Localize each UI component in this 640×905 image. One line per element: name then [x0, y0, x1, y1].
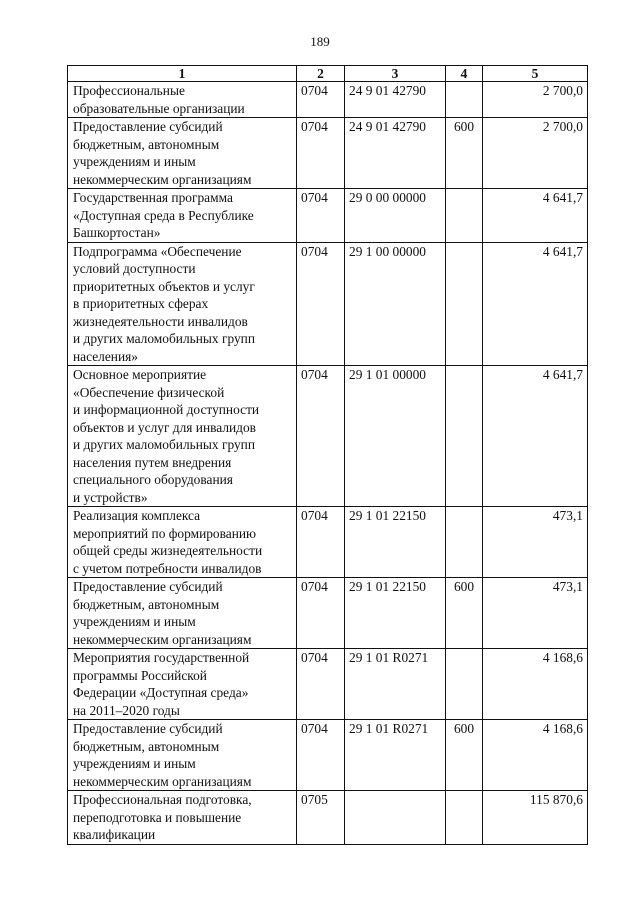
- code-cell: 29 1 00 00000: [345, 242, 446, 366]
- table-row: [68, 82, 588, 118]
- vr-cell: [446, 791, 483, 845]
- table-row: [68, 242, 588, 366]
- table-row: [68, 649, 588, 720]
- name-cell: Мероприятия государственной программы Российской Федерации «Доступная среда» на 2011–2020 годы: [68, 649, 297, 720]
- amount-cell: 115 870,6: [483, 791, 588, 845]
- amount-cell: 4 641,7: [483, 366, 588, 507]
- code-cell: 29 1 01 00000: [345, 366, 446, 507]
- section-cell: 0704: [297, 649, 345, 720]
- table-row: [68, 189, 588, 243]
- table-row: [68, 507, 588, 578]
- amount-cell: 473,1: [483, 507, 588, 578]
- header-col-5: 5: [483, 66, 588, 82]
- header-col-1: 1: [68, 66, 297, 82]
- name-cell: Государственная программа «Доступная среда в Республике Башкортостан»: [68, 189, 297, 243]
- table-row: [68, 118, 588, 189]
- code-cell: 24 9 01 42790: [345, 118, 446, 189]
- name-cell: Предоставление субсидий бюджетным, автономным учреждениям и иным некоммерческим организациям: [68, 720, 297, 791]
- code-cell: 29 0 00 00000: [345, 189, 446, 243]
- vr-cell: [446, 649, 483, 720]
- amount-cell: 4 641,7: [483, 242, 588, 366]
- code-cell: [345, 791, 446, 845]
- section-cell: 0704: [297, 189, 345, 243]
- vr-cell: 600: [446, 118, 483, 189]
- table-row: [68, 720, 588, 791]
- section-cell: 0705: [297, 791, 345, 845]
- section-cell: 0704: [297, 720, 345, 791]
- amount-cell: 4 168,6: [483, 720, 588, 791]
- amount-cell: 2 700,0: [483, 82, 588, 118]
- section-cell: 0704: [297, 82, 345, 118]
- section-cell: 0704: [297, 118, 345, 189]
- code-cell: 24 9 01 42790: [345, 82, 446, 118]
- amount-cell: 4 641,7: [483, 189, 588, 243]
- code-cell: 29 1 01 22150: [345, 578, 446, 649]
- code-cell: 29 1 01 22150: [345, 507, 446, 578]
- vr-cell: [446, 189, 483, 243]
- section-cell: 0704: [297, 507, 345, 578]
- table-row: [68, 366, 588, 507]
- name-cell: Основное мероприятие «Обеспечение физической и информационной доступности объектов и услуг для инвалидов и других маломобильных групп населения путем внедрения специального оборудования и устройств»: [68, 366, 297, 507]
- table-row: [68, 791, 588, 845]
- vr-cell: [446, 242, 483, 366]
- header-col-2: 2: [297, 66, 345, 82]
- section-cell: 0704: [297, 366, 345, 507]
- name-cell: Предоставление субсидий бюджетным, автономным учреждениям и иным некоммерческим организациям: [68, 118, 297, 189]
- header-row: [68, 66, 588, 82]
- name-cell: Подпрограмма «Обеспечение условий доступности приоритетных объектов и услуг в приоритетных сферах жизнедеятельности инвалидов и других маломобильных групп населения»: [68, 242, 297, 366]
- name-cell: Профессиональная подготовка, переподготовка и повышение квалификации: [68, 791, 297, 845]
- vr-cell: [446, 82, 483, 118]
- vr-cell: 600: [446, 578, 483, 649]
- vr-cell: [446, 507, 483, 578]
- amount-cell: 4 168,6: [483, 649, 588, 720]
- name-cell: Реализация комплекса мероприятий по формированию общей среды жизнедеятельности с учетом потребности инвалидов: [68, 507, 297, 578]
- vr-cell: [446, 366, 483, 507]
- name-cell: Предоставление субсидий бюджетным, автономным учреждениям и иным некоммерческим организациям: [68, 578, 297, 649]
- header-col-4: 4: [446, 66, 483, 82]
- header-col-3: 3: [345, 66, 446, 82]
- vr-cell: 600: [446, 720, 483, 791]
- name-cell: Профессиональные образовательные организации: [68, 82, 297, 118]
- page-number: 189: [310, 34, 330, 49]
- budget-table: [67, 65, 588, 845]
- table-row: [68, 578, 588, 649]
- code-cell: 29 1 01 R0271: [345, 649, 446, 720]
- section-cell: 0704: [297, 242, 345, 366]
- amount-cell: 473,1: [483, 578, 588, 649]
- code-cell: 29 1 01 R0271: [345, 720, 446, 791]
- section-cell: 0704: [297, 578, 345, 649]
- amount-cell: 2 700,0: [483, 118, 588, 189]
